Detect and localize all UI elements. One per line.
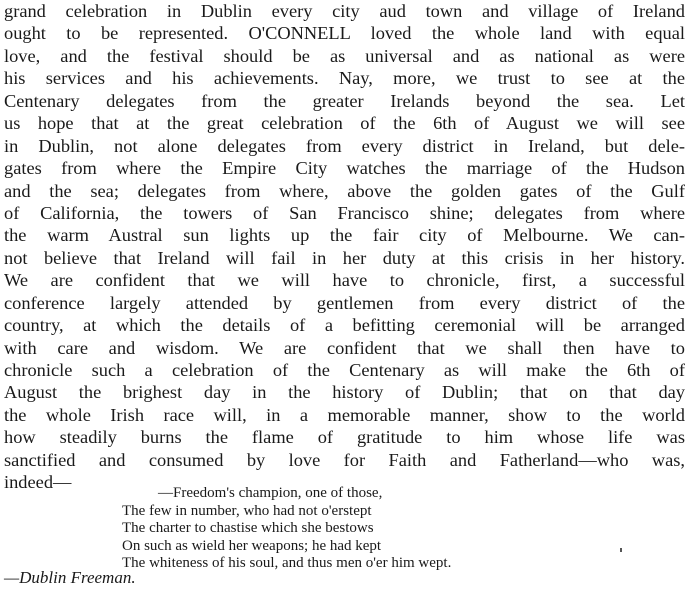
text-line: the whole Irish race will, in a memorable manner, show to the world xyxy=(4,404,685,425)
text-line: the warm Austral sun lights up the fair city of Melbourne. We can- xyxy=(4,225,685,246)
text-line: country, at which the details of a befitting ceremonial will be arranged xyxy=(4,315,685,336)
verse-line: —Freedom's champion, one of those, xyxy=(158,485,383,501)
text-line: not believe that Ireland will fail in her duty at this crisis in her history. xyxy=(4,247,685,268)
text-line: chronicle such a celebration of the Centenary as will make the 6th of xyxy=(4,360,685,380)
verse-line: The few in number, who had not o'erstept xyxy=(122,502,372,519)
text-line: love, and the festival should be as universal and as national as were xyxy=(4,45,685,66)
text-line: in Dublin, not alone delegates from every district in Ireland, but dele- xyxy=(4,135,685,156)
verse-line: The charter to chastise which she bestows xyxy=(122,520,374,537)
text-line: conference largely attended by gentlemen from every district of the xyxy=(4,292,685,313)
text-line: his services and his achievements. Nay, more, we trust to see at the xyxy=(4,68,685,89)
article xyxy=(4,0,685,494)
text-line: ought to be represented. O'CONNELL loved the whole land with equal xyxy=(4,23,685,44)
attribution: —Dublin Freeman. xyxy=(4,568,136,587)
text-line: of California, the towers of San Francisco shine; delegates from where xyxy=(4,202,685,223)
text-line: us hope that at the great celebration of the 6th of August we will see xyxy=(4,113,685,134)
text-line: with care and wisdom. We are confident that we shall then have to xyxy=(4,337,685,358)
verse-quote xyxy=(122,485,451,573)
text-line: indeed— xyxy=(4,472,72,493)
text-line: We are confident that we will have to chronicle, first, a successful xyxy=(4,270,685,291)
verse-line: On such as wield her weapons; he had kept xyxy=(122,537,382,554)
text-line: August the brighest day in the history of Dublin; that on that day xyxy=(4,382,685,403)
verse-line: The whiteness of his soul, and thus men o'er him wept. xyxy=(122,555,452,572)
text-line: sanctified and consumed by love for Faith and Fatherland—who was, xyxy=(4,449,685,470)
text-line: and the sea; delegates from where, above the golden gates of the Gulf xyxy=(4,180,685,201)
article-body xyxy=(4,0,685,494)
text-line: gates from where the Empire City watches the marriage of the Hudson xyxy=(4,158,685,179)
print-mark xyxy=(620,548,622,552)
text-line: grand celebration in Dublin every city aud town and village of Ireland xyxy=(4,1,685,21)
text-line: Centenary delegates from the greater Irelands beyond the sea. Let xyxy=(4,90,685,111)
text-line: how steadily burns the flame of gratitude to him whose life was xyxy=(4,427,685,448)
